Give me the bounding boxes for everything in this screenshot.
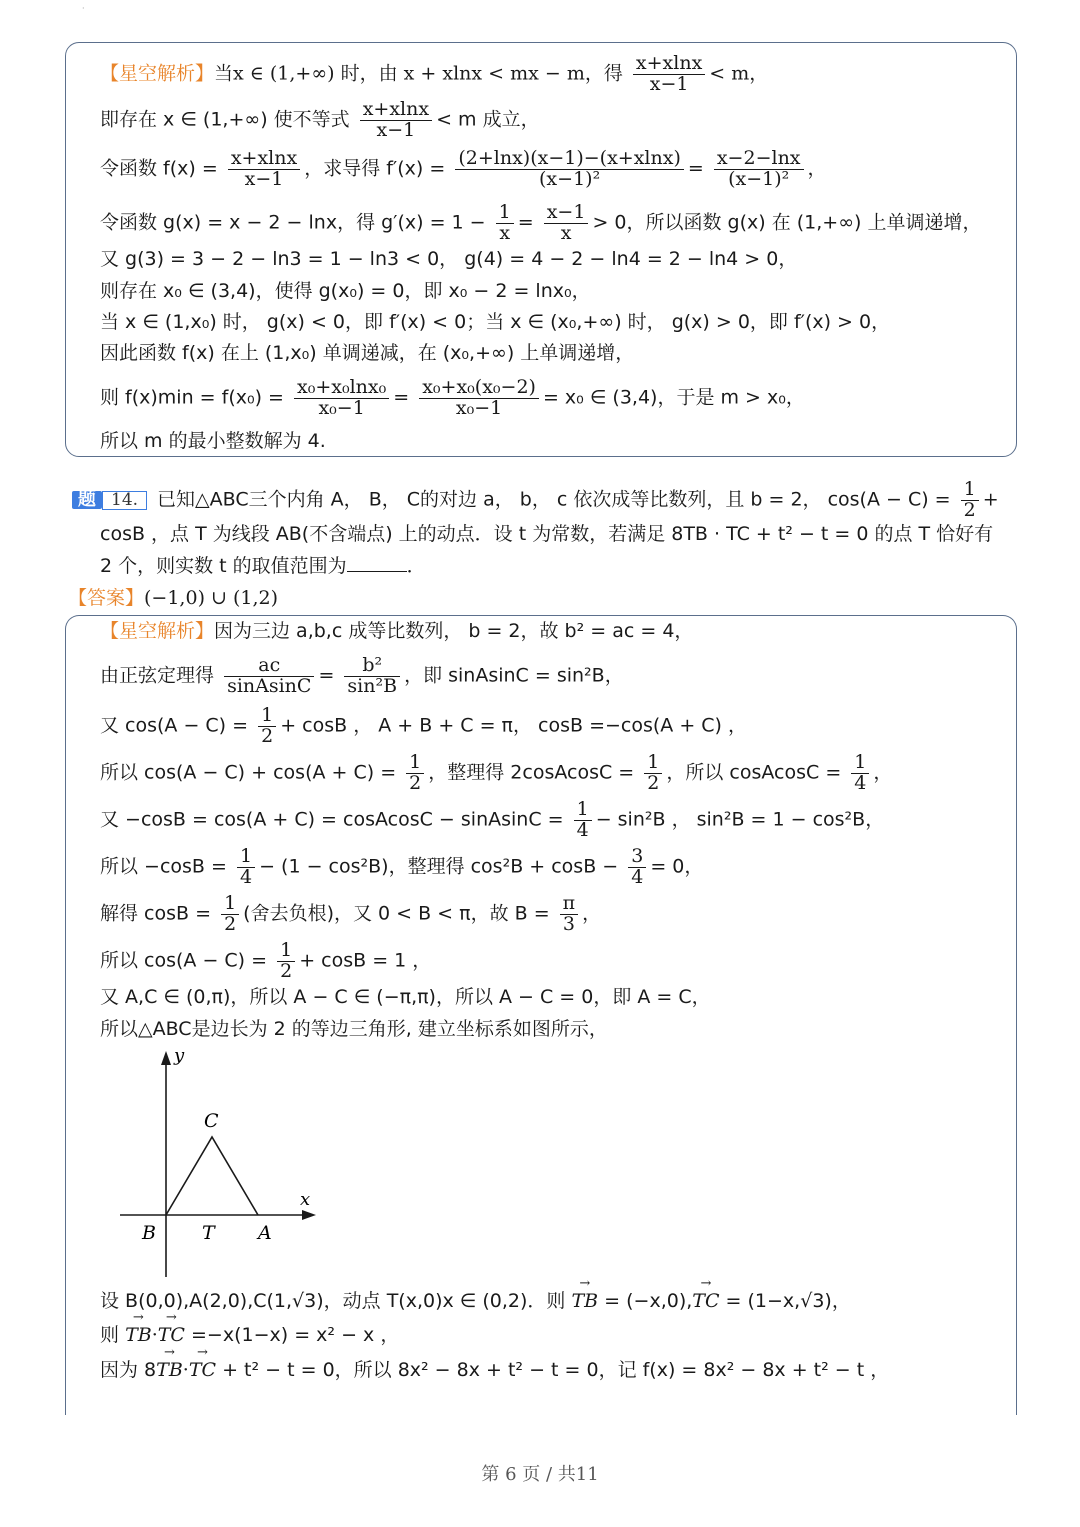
sol2-line-7: 解得 cosB = $\frac{1}{2}$ (舍去负根)，又 0 < B < π，故 B = $\frac{\pi}{3}$ ， [100, 892, 602, 935]
answer-line [68, 589, 278, 608]
label-B: B [142, 1222, 156, 1244]
fraction: $\frac{1}{2}$ [277, 941, 295, 982]
question-14-line-3: 2 个，则实数 t 的取值范围为 ． [100, 555, 426, 577]
fraction: $\frac{1}{4}$ [574, 800, 592, 841]
fraction: $\frac{\text{x₀+x₀(x₀−2)}}{\text{x₀−1}}$ [419, 378, 539, 419]
analysis-tag: 【星空解析】 [100, 62, 215, 85]
fraction: $\frac{1}{2}$ [961, 480, 979, 521]
coordinate-figure [110, 1045, 330, 1280]
fraction: $\frac{1}{4}$ [237, 847, 255, 888]
sol2-line-10: 所以△ABC是边长为 2 的等边三角形, 建立坐标系如图所示， [100, 1018, 608, 1040]
sol1-line-9: 则 f(x)min = f(x₀) = $\frac{\text{x₀+x₀lnx₀}}{\text{x₀−1}}$ = $\frac{\text{x₀+x₀(x₀−2)}}{\text{x₀−1}}$ = x₀ ∈ (3,4)，于是 m > x₀， [100, 376, 805, 419]
sol2-line-4: 所以 cos(A − C) + cos(A + C) = $\frac{1}{2}$ ，整理得 2cosAcosC = $\frac{1}{2}$ ，所以 cosAcosC = $\frac{1}{4}$ ， [100, 751, 893, 794]
sol2-line-8: 所以 cos(A − C) = $\frac{1}{2}$ + cosB = 1 ， [100, 939, 432, 982]
sol1-line-1: 【星空解析】当x ∈ (1,+∞) 时，由 x + xlnx < mx − m，得 $\frac{x+xlnx}{x-1}$ < m， [100, 52, 769, 95]
fraction: $\frac{1}{x}$ [496, 203, 514, 244]
fraction: $\frac{1}{2}$ [406, 753, 424, 794]
fraction: $\frac{3}{4}$ [628, 847, 646, 888]
sol2-line-9: 又 A,C ∈ (0,π)，所以 A − C ∈ (−π,π)，所以 A − C = 0，即 A = C， [100, 986, 711, 1008]
fraction: $\frac{\text{x₀+x₀lnx₀}}{\text{x₀−1}}$ [294, 378, 389, 419]
analysis-tag: 【星空解析】 [100, 620, 215, 642]
sol2-line-12: 则 → TB·→ TC =−x(1−x) = x² − x ， [100, 1326, 399, 1345]
label-T: T [202, 1222, 215, 1244]
x-axis-arrow [302, 1210, 316, 1220]
sol1-line-3: 令函数 f(x) = $\frac{x+xlnx}{x-1}$ ，求导得 f′(x) = $\frac{(2+\ln x)(x-1)-(x+xlnx)}{\text{(x−1)²}}$ = $\frac{x-2-\ln x}{\text{(x−1)²}}$ ， [100, 147, 827, 190]
corner-mark: · [82, 4, 85, 13]
fraction: $\frac{x+xlnx}{x-1}$ [228, 149, 300, 190]
question-number: 14. [102, 491, 147, 510]
fraction: $\frac{x-2-\ln x}{\text{(x−1)²}}$ [714, 149, 804, 190]
question-14-line-2: cosB ，点 T 为线段 AB(不含端点) 上的动点．设 t 为常数，若满足 8TB · TC + t² − t = 0 的点 T 恰好有 [100, 523, 994, 545]
sol1-line-5: 又 g(3) = 3 − 2 − ln3 = 1 − ln3 < 0， g(4) = 4 − 2 − ln4 = 2 − ln4 > 0， [100, 248, 798, 270]
vector-TB: → TB [156, 1359, 183, 1381]
label-y: y [174, 1045, 185, 1066]
sol1-line-6: 则存在 x₀ ∈ (3,4)，使得 g(x₀) = 0，即 x₀ − 2 = lnx₀， [100, 280, 591, 302]
page-footer: 第 6 页 / 共11 [481, 1464, 599, 1485]
fraction: $\frac{1}{2}$ [258, 706, 276, 747]
label-x: x [300, 1189, 311, 1210]
sol2-line-6: 所以 −cosB = $\frac{1}{4}$ − (1 − cos²B)，整理得 cos²B + cosB − $\frac{3}{4}$ = 0， [100, 845, 704, 888]
vector-TB: → TB [571, 1290, 598, 1312]
sol2-line-2: 由正弦定理得 $\frac{ac}{\text{sinAsinC}}$ = $\frac{\text{b²}}{\text{sin²B}}$ ，即 sinAsinC = sin²B， [100, 654, 624, 697]
sol2-line-13: 因为 8→ TB·→ TC + t² − t = 0，所以 8x² − 8x + t² − t = 0，记 f(x) = 8x² − 8x + t² − t ， [100, 1361, 889, 1380]
fraction: $\frac{x-1}{x}$ [544, 203, 589, 244]
sol1-line-10: 所以 m 的最小整数解为 4. [100, 430, 326, 452]
sol1-line-4: 令函数 g(x) = x − 2 − lnx，得 g′(x) = 1 − $\frac{1}{x}$ = $\frac{x-1}{x}$ > 0，所以函数 g(x) 在 (1,+∞) 上单调递增， [100, 201, 982, 244]
sol1-line-2: 即存在 x ∈ (1,+∞) 使不等式 $\frac{x+xlnx}{x-1}$ < m 成立， [100, 98, 540, 141]
question-badge: 题 [72, 491, 102, 509]
label-A: A [258, 1222, 272, 1244]
fraction: $\frac{ac}{\text{sinAsinC}}$ [224, 656, 314, 697]
y-axis-arrow [161, 1051, 171, 1065]
vector-TC: → TC [189, 1359, 216, 1381]
fraction: $\frac{\pi}{3}$ [560, 894, 579, 935]
sol1-line-7: 当 x ∈ (1,x₀) 时， g(x) < 0，即 f′(x) < 0；当 x ∈ (x₀,+∞) 时， g(x) > 0，即 f′(x) > 0， [100, 311, 891, 333]
fraction: $\frac{1}{2}$ [644, 753, 662, 794]
sol2-line-1: 【星空解析】因为三边 a,b,c 成等比数列， b = 2，故 b² = ac = 4， [100, 620, 694, 642]
answer-value: (−1,0) ∪ (1,2) [144, 587, 279, 609]
fraction: $\frac{1}{4}$ [851, 753, 869, 794]
sol2-line-3: 又 cos(A − C) = $\frac{1}{2}$ + cosB ， A + B + C = π， cosB =−cos(A + C) ， [100, 704, 748, 747]
fraction: $\frac{x+xlnx}{x-1}$ [633, 54, 705, 95]
fraction: $\frac{1}{2}$ [221, 894, 239, 935]
label-C: C [204, 1110, 219, 1132]
vector-TC: → TC [692, 1290, 719, 1312]
sol2-line-11: 设 B(0,0),A(2,0),C(1,√3)，动点 T(x,0)x ∈ (0,2)．则 → TB = (−x,0),→ TC = (1−x,√3)， [100, 1292, 851, 1311]
vector-TC: → TC [158, 1324, 185, 1346]
triangle-sides [166, 1137, 258, 1215]
answer-blank [347, 571, 407, 572]
sol2-line-5: 又 −cosB = cos(A + C) = cosAcosC − sinAsinC = $\frac{1}{4}$ − sin²B ， sin²B = 1 − cos²B， [100, 798, 885, 841]
fraction: $\frac{\text{b²}}{\text{sin²B}}$ [344, 656, 400, 697]
answer-tag: 【答案】 [68, 587, 145, 609]
fraction: $\frac{(2+\ln x)(x-1)-(x+xlnx)}{\text{(x−1)²}}$ [455, 149, 684, 190]
question-14-line-1: 题 14. 已知△ABC三个内角 A， B， C的对边 a， b， c 依次成等比数列，且 b = 2， cos(A − C) = $\frac{1}{2}$ + [72, 480, 999, 521]
sol1-line-8: 因此函数 f(x) 在上 (1,x₀) 单调递减，在 (x₀,+∞) 上单调递增， [100, 342, 635, 364]
fraction: $\frac{x+xlnx}{x-1}$ [360, 100, 432, 141]
vector-TB: → TB [125, 1324, 152, 1346]
